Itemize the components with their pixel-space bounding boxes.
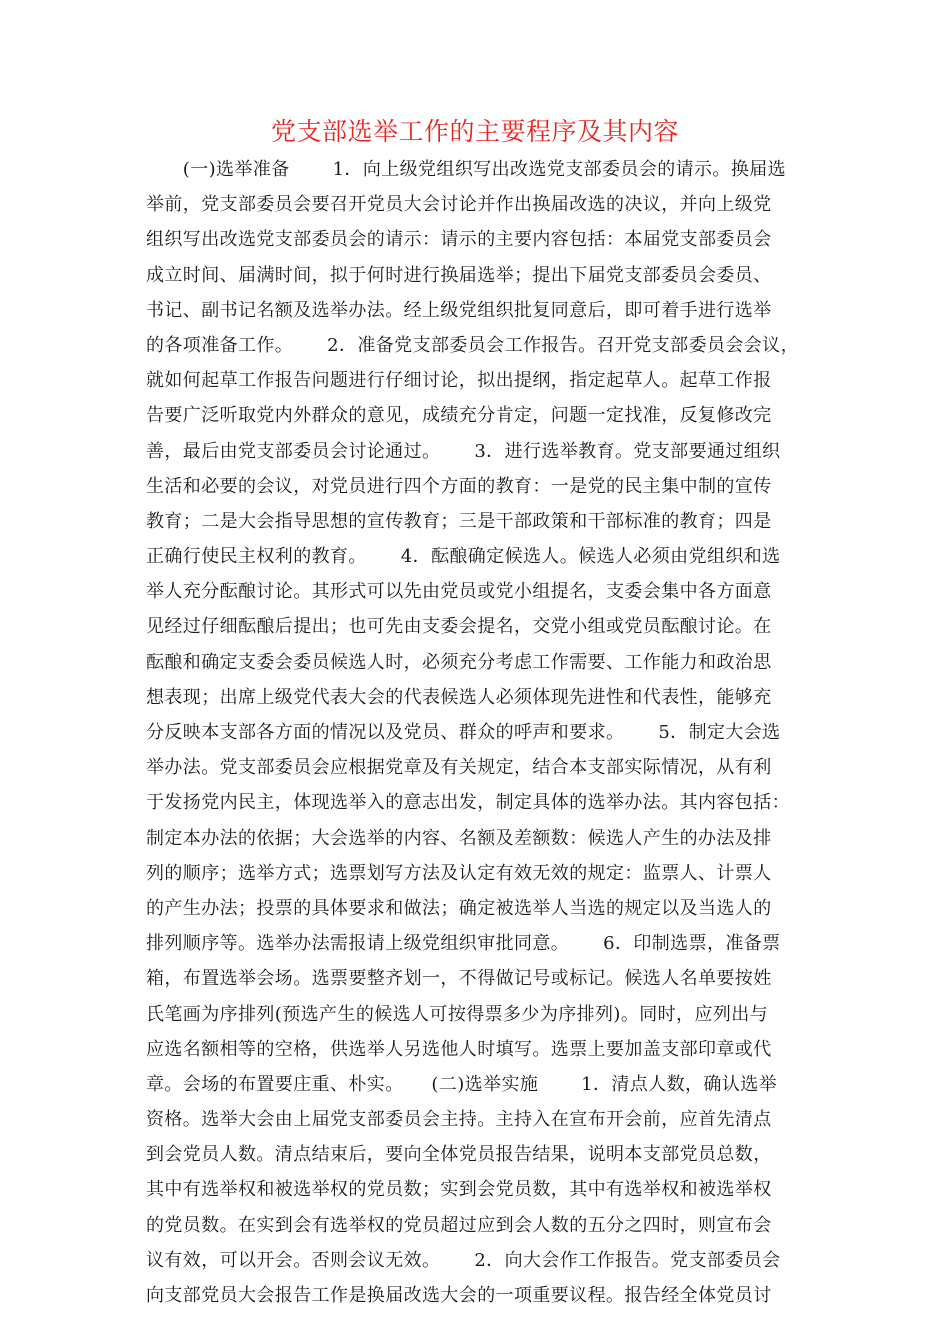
body-line: 到会党员人数。清点结束后，要向全体党员报告结果，说明本支部党员总数， [146,1144,772,1166]
body-line: 排列顺序等。选举办法需报请上级党组织审批同意。 6．印制选票，准备票 [146,933,781,955]
body-line: 资格。选举大会由上届党支部委员会主持。主持入在宣布开会前，应首先清点 [146,1109,772,1131]
body-line: 议有效，可以开会。否则会议无效。 2．向大会作工作报告。党支部委员会 [146,1249,781,1271]
body-line: 应选名额相等的空格，供选举人另选他人时填写。选票上要加盖支部印章或代 [146,1038,772,1060]
body-line: 的各项准备工作。 2．准备党支部委员会工作报告。召开党支部委员会会议， [146,334,799,356]
body-line: 箱，布置选举会场。选票要整齐划一，不得做记号或标记。候选人名单要按姓 [146,968,772,990]
document-title: 党支部选举工作的主要程序及其内容 [270,117,679,146]
body-line: 列的顺序；选举方式；选票划写方法及认定有效无效的规定：监票人、计票人 [146,862,772,884]
body-line: (一)选举准备 1．向上级党组织写出改选党支部委员会的请示。换届选 [146,159,787,180]
body-line: 正确行使民主权利的教育。 4．酝酿确定候选人。候选人必须由党组织和选 [146,546,781,568]
body-line: 举前，党支部委员会要召开党员大会讨论并作出换届改选的决议，并向上级党 [146,194,772,216]
body-line: 举人充分酝酿讨论。其形式可以先由党员或党小组提名，支委会集中各方面意 [146,581,772,603]
body-line: 其中有选举权和被选举权的党员数；实到会党员数，其中有选举权和被选举权 [146,1179,772,1201]
body-line: 举办法。党支部委员会应根据党章及有关规定，结合本支部实际情况，从有利 [146,757,772,779]
body-line: 于发扬党内民主，体现选举入的意志出发，制定具体的选举办法。其内容包括： [146,792,790,814]
body-line: 分反映本支部各方面的情况以及党员、群众的呼声和要求。 5．制定大会选 [146,722,781,743]
body-line: 的党员数。在实到会有选举权的党员超过应到会人数的五分之四时，则宣布会 [146,1214,772,1236]
body-line: 生活和必要的会议，对党员进行四个方面的教育：一是党的民主集中制的宣传 [146,475,772,497]
body-line: 的产生办法；投票的具体要求和做法；确定被选举人当选的规定以及当选人的 [146,897,772,919]
body-line: 善，最后由党支部委员会讨论通过。 3．进行选举教育。党支部要通过组织 [146,440,781,462]
body-line: 向支部党员大会报告工作是换届改选大会的一项重要议程。报告经全体党员讨 [146,1285,772,1306]
body-line: 酝酿和确定支委会委员候选人时，必须充分考虑工作需要、工作能力和政治思 [146,651,772,673]
body-line: 见经过仔细酝酿后提出；也可先由支委会提名，交党小组或党员酝酿讨论。在 [146,616,772,638]
body-line: 章。会场的布置要庄重、朴实。 (二)选举实施 1．清点人数，确认选举 [146,1073,778,1095]
body-line: 成立时间、届满时间，拟于何时进行换届选举；提出下届党支部委员会委员、 [146,264,772,286]
body-line: 组织写出改选党支部委员会的请示：请示的主要内容包括：本届党支部委员会 [146,229,772,251]
body-line: 制定本办法的依据；大会选举的内容、名额及差额数：候选人产生的办法及排 [146,827,772,849]
body-line: 告要广泛听取党内外群众的意见，成绩充分肯定，问题一定找准，反复修改完 [146,405,772,427]
body-line: 书记、副书记名额及选举办法。经上级党组织批复同意后，即可着手进行选举 [146,299,772,321]
body-line: 氏笔画为序排列(预选产生的候选人可按得票多少为序排列)。同时，应列出与 [146,1003,769,1025]
document-body [146,152,810,1313]
body-line: 想表现；出席上级党代表大会的代表候选人必须体现先进性和代表性，能够充 [146,686,772,708]
body-line: 教育；二是大会指导思想的宣传教育；三是干部政策和干部标准的教育；四是 [146,510,772,532]
body-line: 就如何起草工作报告问题进行仔细讨论，拟出提纲，指定起草人。起草工作报 [146,370,772,392]
